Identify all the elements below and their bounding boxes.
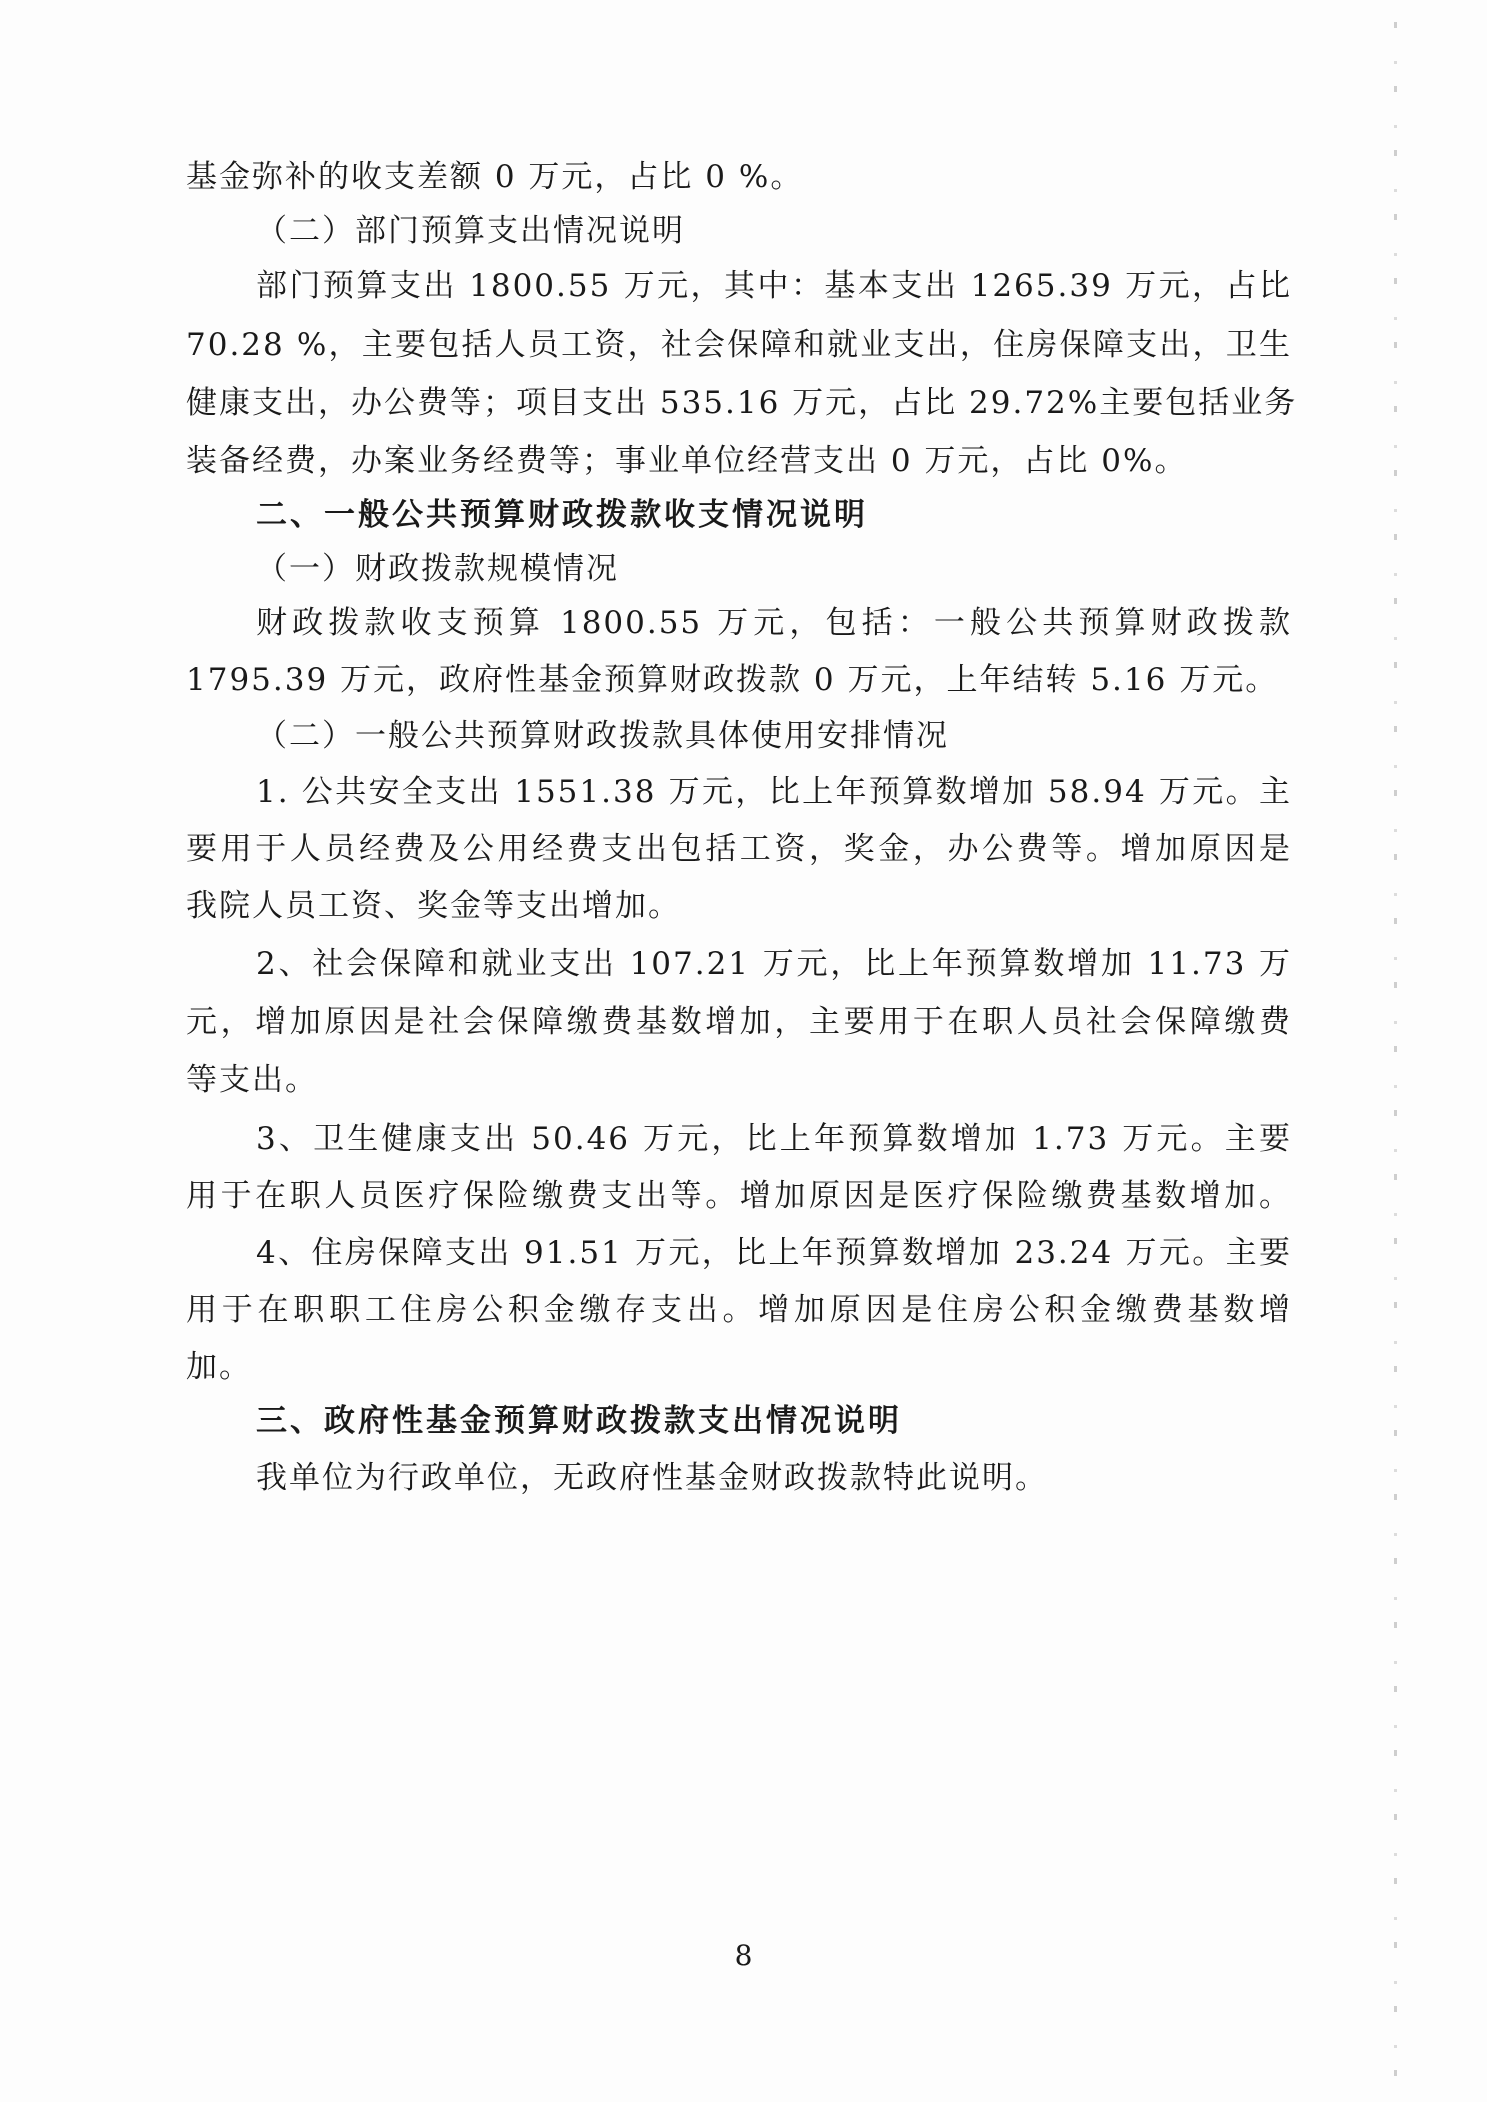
paragraph-line: 加。 [186, 1349, 252, 1385]
paragraph-line: 70.28 %，主要包括人员工资，社会保障和就业支出，住房保障支出，卫生 [186, 327, 1292, 363]
paragraph-line: 3、卫生健康支出 50.46 万元，比上年预算数增加 1.73 万元。主要 [256, 1121, 1292, 1157]
section-heading: （二）一般公共预算财政拨款具体使用安排情况 [256, 718, 949, 754]
paragraph-line: 健康支出，办公费等；项目支出 535.16 万元，占比 29.72%主要包括业务 [186, 385, 1298, 421]
scan-edge-artifact [1394, 0, 1397, 2102]
section-heading: 二、一般公共预算财政拨款收支情况说明 [256, 497, 868, 533]
paragraph-line: 我单位为行政单位，无政府性基金财政拨款特此说明。 [256, 1460, 1048, 1496]
paragraph-line: 2、社会保障和就业支出 107.21 万元，比上年预算数增加 11.73 万 [256, 946, 1292, 982]
paragraph-line: 基金弥补的收支差额 0 万元，占比 0 %。 [186, 159, 804, 195]
paragraph-line: 元，增加原因是社会保障缴费基数增加，主要用于在职人员社会保障缴费 [186, 1004, 1292, 1040]
paragraph-line: 要用于人员经费及公用经费支出包括工资，奖金，办公费等。增加原因是 [186, 831, 1292, 867]
paragraph-line: 财政拨款收支预算 1800.55 万元，包括：一般公共预算财政拨款 [256, 605, 1292, 641]
paragraph-line: 1795.39 万元，政府性基金预算财政拨款 0 万元，上年结转 5.16 万元。 [186, 662, 1279, 698]
paragraph-line: 等支出。 [186, 1062, 318, 1098]
paragraph-line: 用于在职人员医疗保险缴费支出等。增加原因是医疗保险缴费基数增加。 [186, 1178, 1292, 1214]
section-heading: （二）部门预算支出情况说明 [256, 213, 685, 249]
paragraph-line: 部门预算支出 1800.55 万元，其中：基本支出 1265.39 万元，占比 [256, 268, 1292, 304]
paragraph-line: 装备经费，办案业务经费等；事业单位经营支出 0 万元，占比 0%。 [186, 443, 1188, 479]
section-heading: 三、政府性基金预算财政拨款支出情况说明 [256, 1403, 902, 1439]
paragraph-line: 用于在职职工住房公积金缴存支出。增加原因是住房公积金缴费基数增 [186, 1292, 1292, 1328]
section-heading: （一）财政拨款规模情况 [256, 551, 619, 587]
paragraph-line: 我院人员工资、奖金等支出增加。 [186, 888, 681, 924]
page-number: 8 [734, 1939, 753, 1972]
paragraph-line: 4、住房保障支出 91.51 万元，比上年预算数增加 23.24 万元。主要 [256, 1235, 1292, 1271]
paragraph-line: 1. 公共安全支出 1551.38 万元，比上年预算数增加 58.94 万元。主 [256, 774, 1292, 810]
